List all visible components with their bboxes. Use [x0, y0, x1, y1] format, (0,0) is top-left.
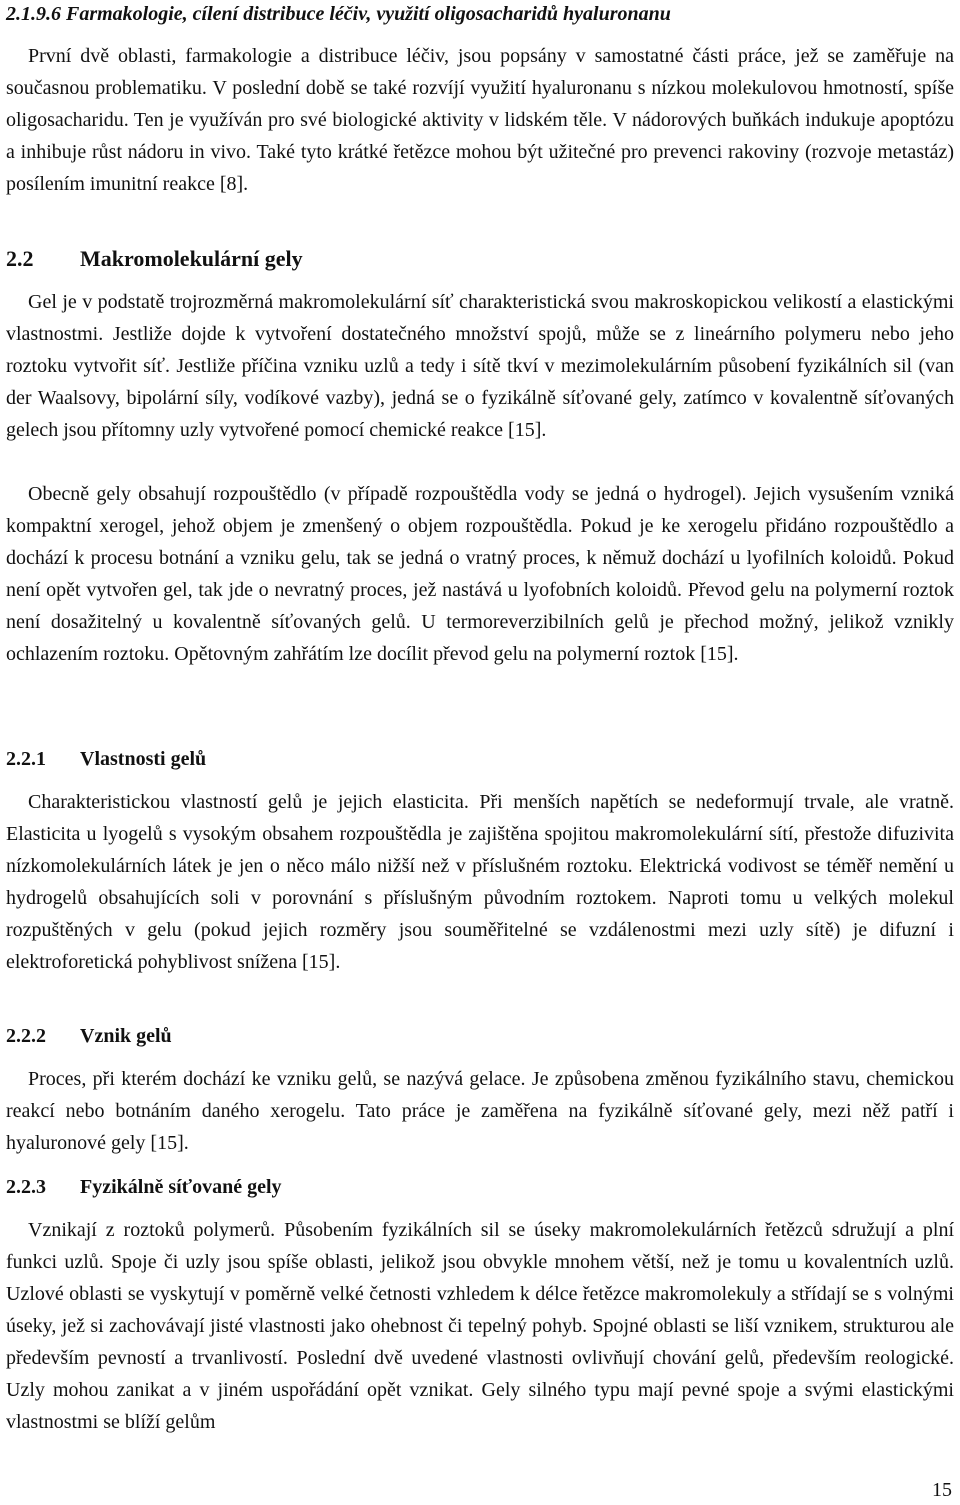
heading-2-2-3: [6, 1173, 954, 1201]
heading-title: Vznik gelů: [80, 1025, 172, 1047]
paragraph-text: Proces, při kterém dochází ke vzniku gelů, se nazývá gelace. Je způsobena změnou fyzikálního stavu, chemickou reakcí nebo botnáním daného xerogelu. Tato práce je zaměřena na fyzikálně síťované gely, mezi něž patří i hyaluronové gely [15].: [6, 1068, 954, 1154]
heading-2-2: [6, 244, 954, 274]
paragraph-2-1-9-6: [6, 40, 954, 200]
heading-number: 2.2: [6, 246, 34, 271]
heading-title: Makromolekulární gely: [80, 246, 303, 271]
heading-number: 2.2.1: [6, 748, 46, 770]
heading-number: 2.1.9.6: [6, 3, 61, 25]
heading-title: Farmakologie, cílení distribuce léčiv, využití oligosacharidů hyaluronanu: [66, 3, 671, 25]
paragraph-text: Obecně gely obsahují rozpouštědlo (v případě rozpouštědla vody se jedná o hydrogel). Jejich vysušením vzniká kompaktní xerogel, jehož objem je zmenšený o objem rozpouštědla. Pokud je ke xerogelu přidáno rozpouštědlo a dochází k procesu botnání a vzniku gelu, tak se jedná o vratný proces, k němuž dochází u lyofilních koloidů. Pokud není opět vytvořen gel, tak jde o nevratný proces, jež nastává u lyofobních koloidů. Převod gelu na polymerní roztok není dosažitelný u kovalentně síťovaných gelů. U termoreverzibilních gelů je přechod možný, jelikož vznikly ochlazením roztoku. Opětovným zahřátím lze docílit převod gelu na polymerní roztok [15].: [6, 483, 954, 665]
paragraph-2-2-a: [6, 286, 954, 446]
paragraph-2-2-3: [6, 1214, 954, 1438]
heading-title: Vlastnosti gelů: [80, 748, 207, 770]
paragraph-text: Charakteristickou vlastností gelů je jejich elasticita. Při menších napětích se nedeformují trvale, ale vratně. Elasticita u lyogelů s vysokým obsahem rozpouštědla je zajištěna spojitou makromolekulární sítí, přestože difuzivita nízkomolekulárních látek je jen o něco málo nižší než v příslušném roztoku. Elektrická vodivost se téměř nemění u hydrogelů obsahujících soli v porovnání s příslušným původním roztokem. Naproti tomu u velkých molekul rozpuštěných v gelu (pokud jejich rozměry jsou souměřitelné se vzdálenostmi mezi uzly sítě) je difuzní i elektroforetická pohyblivost snížena [15].: [6, 791, 954, 973]
heading-2-2-2: [6, 1022, 954, 1050]
paragraph-2-2-1: [6, 786, 954, 978]
paragraph-text: První dvě oblasti, farmakologie a distribuce léčiv, jsou popsány v samostatné části práce, jež se zaměřuje na současnou problematiku. V poslední době se také rozvíjí využití hyaluronanu s nízkou molekulovou hmotností, spíše oligosacharidu. Ten je využíván pro své biologické aktivity v lidském těle. V nádorových buňkách indukuje apoptózu a inhibuje růst nádoru in vivo. Také tyto krátké řetězce mohou být užitečné pro prevenci rakoviny (rozvoje metastáz) posílením imunitní reakce [8].: [6, 45, 954, 195]
paragraph-2-2-b: [6, 478, 954, 670]
heading-2-2-1: [6, 745, 954, 773]
page-number: 15: [932, 1479, 952, 1501]
paragraph-2-2-2: [6, 1063, 954, 1159]
paragraph-text: Vznikají z roztoků polymerů. Působením fyzikálních sil se úseky makromolekulárních řetězců sdružují a plní funkci uzlů. Spoje či uzly jsou spíše oblasti, jelikož jsou obvykle mnohem větší, než je tomu u kovalentních uzlů. Uzlové oblasti se vyskytují v poměrně velké četnosti vzhledem k délce řetězce makromolekuly a střídají se s volnými úseky, jež si zachovávají jisté vlastnosti jako ohebnost či tepelný pohyb. Spojné oblasti se liší vznikem, strukturou ale především pevností a trvanlivostí. Poslední dvě uvedené vlastnosti ovlivňují chování gelů, především reologické. Uzly mohou zanikat a v jiném uspořádání opět vznikat. Gely silného typu mají pevné spoje a svými elastickými vlastnostmi se blíží gelům: [6, 1219, 954, 1433]
heading-number: 2.2.3: [6, 1176, 46, 1198]
heading-title: Fyzikálně síťované gely: [80, 1176, 282, 1198]
heading-2-1-9-6: [6, 0, 954, 28]
paragraph-text: Gel je v podstatě trojrozměrná makromolekulární síť charakteristická svou makroskopickou velikostí a elastickými vlastnostmi. Jestliže dojde k vytvoření dostatečného množství spojů, může se z lineárního polymeru nebo jeho roztoku vytvořit síť. Jestliže příčina vzniku uzlů a tedy i sítě tkví v mezimolekulárním působení fyzikálních sil (van der Waalsovy, bipolární síly, vodíkové vazby), jedná se o fyzikálně síťované gely, zatímco v kovalentně síťovaných gelech jsou přítomny uzly vytvořené pomocí chemické reakce [15].: [6, 291, 954, 441]
heading-number: 2.2.2: [6, 1025, 46, 1047]
